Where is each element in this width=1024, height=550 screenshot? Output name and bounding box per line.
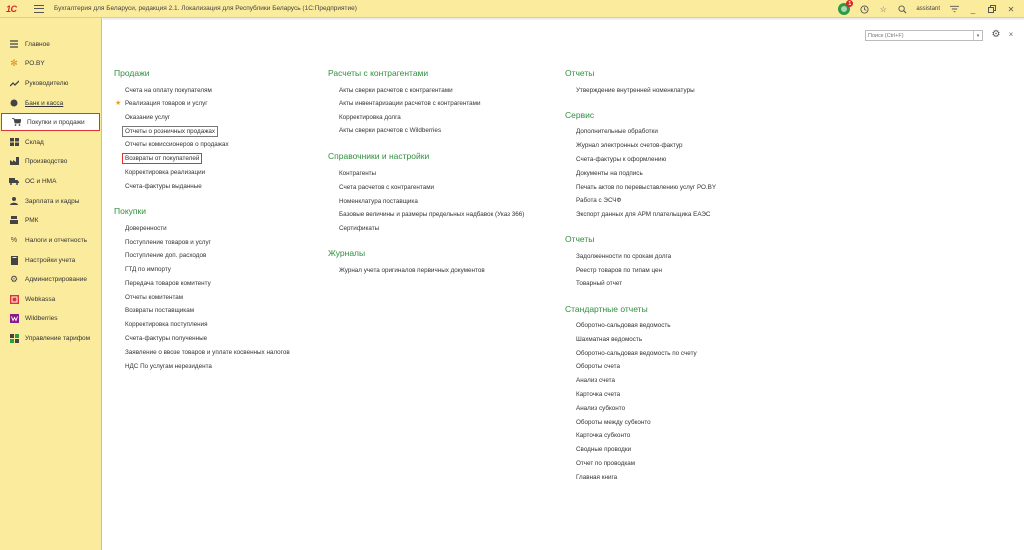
link-directories-counterparties[interactable]: Контрагенты	[339, 170, 377, 177]
favorites-star-icon[interactable]: ☆	[879, 4, 887, 14]
restore-icon[interactable]	[987, 4, 997, 14]
factory-icon	[9, 156, 19, 166]
link-reports-debt-terms[interactable]: Задолженности по срокам долга	[576, 253, 672, 260]
app-logo-text: 1С	[6, 3, 17, 14]
link-standard-turnover-balance-account[interactable]: Оборотно-сальдовая ведомость по счету	[576, 350, 697, 357]
link-sales-retail-reports[interactable]: Отчеты о розничных продажах	[122, 126, 218, 137]
sidebar-item-webkassa[interactable]	[0, 290, 101, 308]
close-panel-icon[interactable]: ×	[1008, 30, 1014, 39]
search-icon[interactable]	[897, 4, 907, 14]
link-standard-turnover-balance[interactable]: Оборотно-сальдовая ведомость	[576, 322, 671, 329]
sidebar-item-label: Webkassa	[25, 295, 56, 303]
link-directories-base-values[interactable]: Базовые величины и размеры предельных надбавок (Указ 366)	[339, 211, 525, 218]
main-panel	[103, 18, 1024, 550]
notifications-icon[interactable]	[838, 0, 852, 15]
link-reports-goods-report[interactable]: Товарный отчет	[576, 280, 623, 287]
sidebar-item-label: Покупки и продажи	[27, 118, 85, 126]
minimize-icon[interactable]: _	[970, 4, 976, 14]
link-sales-realization[interactable]: Реализация товаров и услуг	[125, 100, 208, 107]
link-standard-account-turnover[interactable]: Обороты счета	[576, 363, 620, 370]
sidebar-item-taxes[interactable]	[0, 231, 101, 249]
link-sales-customer-returns[interactable]: Возвраты от покупателей	[122, 153, 202, 164]
sidebar-item-label: Управление тарифом	[25, 334, 91, 342]
sidebar-item-label: Налоги и отчетность	[25, 236, 88, 244]
sidebar-item-roby[interactable]	[0, 54, 101, 72]
link-service-print-acts[interactable]: Печать актов по перевыставлению услуг РО.BY	[576, 184, 717, 191]
list-icon	[9, 39, 19, 49]
link-purchases-vat-nonresident[interactable]: НДС По услугам нерезидента	[125, 363, 212, 370]
link-purchases-supplier-returns[interactable]: Возвраты поставщикам	[125, 307, 195, 314]
gear-icon: ⚙	[9, 273, 19, 284]
link-settlements-debt-correction[interactable]: Корректировка долга	[339, 114, 401, 121]
trend-icon	[9, 78, 19, 88]
sidebar-item-accounting-settings[interactable]	[0, 251, 101, 269]
history-icon[interactable]	[859, 4, 869, 14]
link-standard-entries-report[interactable]: Отчет по проводкам	[576, 460, 636, 467]
link-standard-account-analysis[interactable]: Анализ счета	[576, 377, 615, 384]
favorite-star-icon: ★	[115, 100, 122, 107]
sidebar-item-label: Главное	[25, 40, 50, 48]
app-logo	[6, 3, 28, 14]
sidebar-item-fixed-assets[interactable]	[0, 172, 101, 190]
notifications-badge: 1	[846, 0, 853, 7]
search-box[interactable]	[865, 30, 983, 41]
sidebar-item-rmk[interactable]	[0, 211, 101, 229]
sidebar-item-label: РМК	[25, 216, 39, 224]
wildberries-icon	[9, 313, 19, 323]
link-purchases-extra-costs[interactable]: Поступление доп. расходов	[125, 252, 207, 259]
warehouse-icon	[9, 137, 19, 147]
link-purchases-powers-of-attorney[interactable]: Доверенности	[125, 225, 167, 232]
group-title-service: Сервис	[565, 110, 595, 120]
sidebar-item-label: Руководителю	[25, 79, 69, 87]
main-menu-icon[interactable]	[34, 5, 44, 13]
sidebar	[0, 18, 102, 550]
sidebar-item-purchases-sales[interactable]	[1, 113, 100, 131]
link-sales-invoices[interactable]: Счета на оплату покупателям	[125, 87, 212, 94]
link-purchases-receipt-correction[interactable]: Корректировка поступления	[125, 321, 208, 328]
sidebar-item-production[interactable]	[0, 152, 101, 170]
link-standard-summary-entries[interactable]: Сводные проводки	[576, 446, 632, 453]
link-standard-subconto-card[interactable]: Карточка субконто	[576, 432, 631, 439]
link-journals-originals[interactable]: Журнал учета оригиналов первичных документов	[339, 267, 485, 274]
sidebar-item-label: Wildberries	[25, 314, 58, 322]
group-title-reports: Отчеты	[565, 68, 595, 78]
app-title: Бухгалтерия для Беларуси, редакция 2.1. Локализация для Республики Беларусь (1С:Предприятие)	[54, 5, 357, 12]
link-standard-subconto-turnover[interactable]: Обороты между субконто	[576, 419, 651, 426]
link-settlements-inventory[interactable]: Акты инвентаризации расчетов с контрагентами	[339, 100, 481, 107]
tariff-icon	[9, 333, 19, 343]
sidebar-item-label: Администрирование	[25, 275, 87, 283]
sidebar-item-label: Настройки учета	[25, 256, 76, 264]
sidebar-item-label: Зарплата и кадры	[25, 197, 80, 205]
group-title-standard-reports: Стандартные отчеты	[565, 304, 648, 314]
title-bar	[0, 0, 1024, 18]
link-settlements-wildberries[interactable]: Акты сверки расчетов с Wildberries	[339, 127, 442, 134]
link-service-e-invoice-journal[interactable]: Журнал электронных счетов-фактур	[576, 142, 683, 149]
link-standard-subconto-analysis[interactable]: Анализ субконто	[576, 405, 626, 412]
group-title-purchases: Покупки	[114, 206, 146, 216]
sidebar-item-manager[interactable]	[0, 74, 101, 92]
settings-menu-icon[interactable]	[949, 4, 959, 14]
link-settlements-reconciliation[interactable]: Акты сверки расчетов с контрагентами	[339, 87, 453, 94]
sidebar-item-tariff[interactable]	[0, 329, 101, 347]
cart-icon	[11, 117, 21, 127]
link-sales-services[interactable]: Оказание услуг	[125, 114, 171, 121]
link-purchases-invoices-received[interactable]: Счета-фактуры полученные	[125, 335, 208, 342]
link-standard-chess-sheet[interactable]: Шахматная ведомость	[576, 336, 643, 343]
sidebar-item-label: Банк и касса	[25, 99, 64, 107]
link-standard-general-ledger[interactable]: Главная книга	[576, 474, 618, 481]
search-input[interactable]	[866, 31, 973, 40]
close-window-icon[interactable]: ✕	[1007, 4, 1015, 14]
sidebar-item-label: РО.BY	[25, 59, 45, 67]
search-dropdown-icon[interactable]: ▾	[973, 31, 982, 40]
link-purchases-receipts[interactable]: Поступление товаров и услуг	[125, 239, 211, 246]
link-reports-price-register[interactable]: Реестр товаров по типам цен	[576, 267, 662, 274]
link-service-documents-to-sign[interactable]: Документы на подпись	[576, 170, 643, 177]
sidebar-item-label: ОС и НМА	[25, 177, 57, 185]
group-title-reports-2: Отчеты	[565, 234, 595, 244]
link-service-eschf[interactable]: Работа с ЭСЧФ	[576, 197, 622, 204]
link-service-invoices-to-issue[interactable]: Счета-фактуры к оформлению	[576, 156, 667, 163]
group-title-directories: Справочники и настройки	[328, 151, 430, 161]
link-sales-realization-correction[interactable]: Корректировка реализации	[125, 169, 206, 176]
register-icon	[9, 215, 19, 225]
group-title-sales: Продажи	[114, 68, 150, 78]
book-icon	[9, 255, 19, 265]
user-name[interactable]: assistant	[916, 6, 940, 12]
link-purchases-gtd-import[interactable]: ГТД по импорту	[125, 266, 171, 273]
link-directories-certificates[interactable]: Сертификаты	[339, 225, 380, 232]
sidebar-item-bank[interactable]	[0, 94, 101, 112]
group-title-journals: Журналы	[328, 248, 366, 258]
percent-icon: %	[10, 236, 18, 244]
sidebar-item-label: Производство	[25, 157, 68, 165]
link-service-export-eaeu[interactable]: Экспорт данных для АРМ плательщика ЕАЭС	[576, 211, 711, 218]
person-icon	[9, 196, 19, 206]
settings-gear-icon[interactable]: ⚙	[991, 29, 1001, 40]
sidebar-item-administration[interactable]	[0, 270, 101, 288]
sidebar-item-warehouse[interactable]	[0, 133, 101, 151]
link-directories-supplier-nomenclature[interactable]: Номенклатура поставщика	[339, 198, 418, 205]
link-purchases-consignor-reports[interactable]: Отчеты комитентам	[125, 294, 184, 301]
link-service-extra-processing[interactable]: Дополнительные обработки	[576, 128, 658, 135]
sidebar-item-salary[interactable]	[0, 192, 101, 210]
link-purchases-import-declaration[interactable]: Заявление о ввозе товаров и уплате косвенных налогов	[125, 349, 290, 356]
sidebar-item-wildberries[interactable]	[0, 309, 101, 327]
link-purchases-transfer-to-consignor[interactable]: Передача товаров комитенту	[125, 280, 211, 287]
coins-icon	[9, 98, 19, 108]
truck-icon	[9, 176, 19, 186]
group-title-settlements: Расчеты с контрагентами	[328, 68, 429, 78]
link-standard-account-card[interactable]: Карточка счета	[576, 391, 621, 398]
snowflake-icon: ✻	[10, 57, 18, 68]
sidebar-item-label: Склад	[25, 138, 44, 146]
sidebar-item-main[interactable]	[0, 35, 101, 53]
link-sales-invoices-issued[interactable]: Счета-фактуры выданные	[125, 183, 202, 190]
link-directories-settlement-accounts[interactable]: Счета расчетов с контрагентами	[339, 184, 435, 191]
webkassa-icon	[9, 294, 19, 304]
link-reports-internal-nomenclature[interactable]: Утверждение внутренней номенклатуры	[576, 87, 695, 94]
link-sales-commission-reports[interactable]: Отчеты комиссионеров о продажах	[125, 141, 229, 148]
